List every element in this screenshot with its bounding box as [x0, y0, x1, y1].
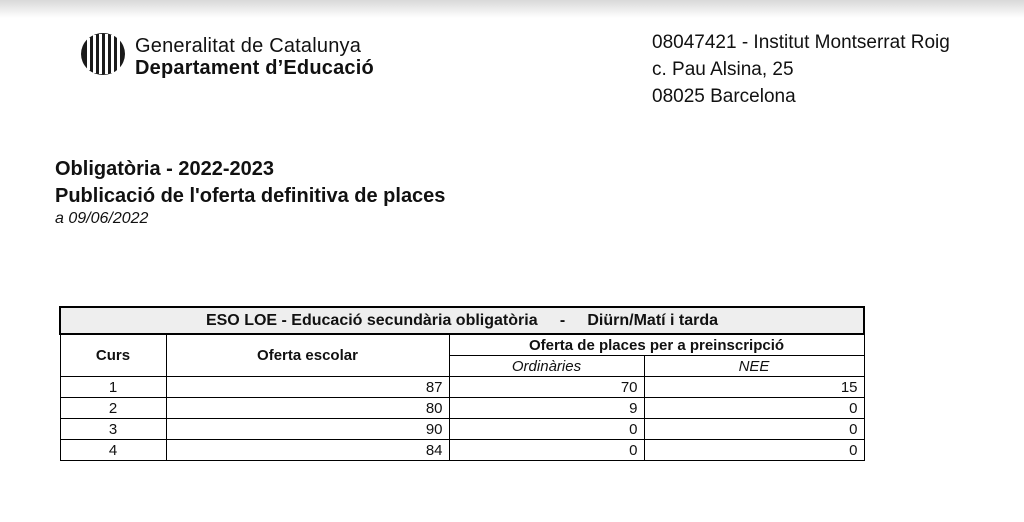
document-titles [55, 155, 445, 229]
address-line-1: 08047421 - Institut Montserrat Roig [652, 32, 950, 53]
school-address [652, 29, 950, 110]
org-line-2: Departament d’Educació [135, 57, 374, 79]
table-row [60, 377, 864, 398]
generalitat-stripes-icon [80, 32, 126, 76]
cell-curs: 2 [60, 398, 166, 419]
table-row [60, 419, 864, 440]
cell-oferta: 90 [166, 419, 449, 440]
table-caption [60, 307, 864, 334]
cell-oferta: 80 [166, 398, 449, 419]
cell-ordinaries: 70 [449, 377, 644, 398]
header-curs: Curs [60, 334, 166, 377]
cell-oferta: 84 [166, 440, 449, 461]
address-line-2: c. Pau Alsina, 25 [652, 59, 794, 80]
document-title: Obligatòria - 2022-2023 [55, 158, 274, 180]
cell-nee: 0 [644, 419, 864, 440]
header-preinscripcio: Oferta de places per a preinscripció [449, 334, 864, 356]
address-line-3: 08025 Barcelona [652, 86, 796, 107]
cell-ordinaries: 0 [449, 419, 644, 440]
header-ordinaries: Ordinàries [449, 356, 644, 377]
cell-nee: 0 [644, 398, 864, 419]
document-subtitle: Publicació de l'oferta definitiva de places [55, 185, 446, 207]
viewer-top-shadow [0, 0, 1024, 18]
cell-curs: 1 [60, 377, 166, 398]
publication-date: a 09/06/2022 [55, 210, 149, 227]
cell-curs: 3 [60, 419, 166, 440]
cell-oferta: 87 [166, 377, 449, 398]
places-table [59, 306, 865, 461]
cell-ordinaries: 0 [449, 440, 644, 461]
table-row [60, 440, 864, 461]
table-row [60, 398, 864, 419]
header-oferta-escolar: Oferta escolar [166, 334, 449, 377]
org-line-1: Generalitat de Catalunya [135, 35, 362, 57]
header-nee: NEE [644, 356, 864, 377]
cell-curs: 4 [60, 440, 166, 461]
cell-nee: 15 [644, 377, 864, 398]
organization-name [135, 35, 374, 79]
table-caption-text: ESO LOE - Educació secundària obligatòria - Diürn/Matí i tarda [205, 311, 719, 329]
cell-nee: 0 [644, 440, 864, 461]
cell-ordinaries: 9 [449, 398, 644, 419]
